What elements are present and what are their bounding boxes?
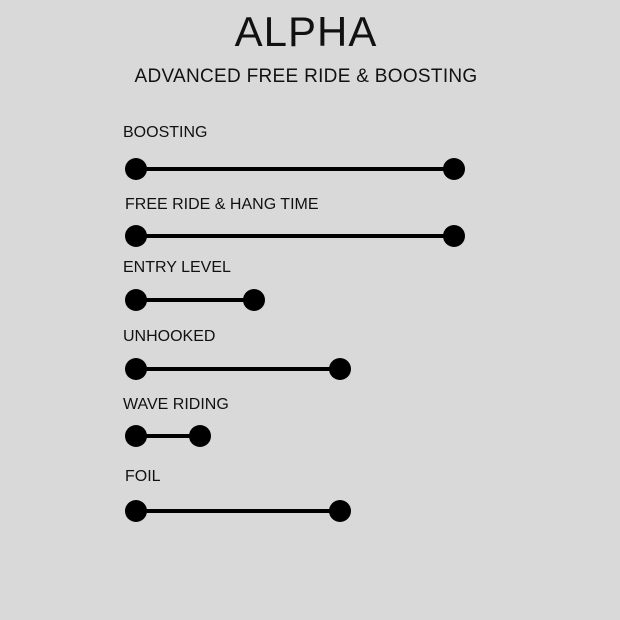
rating-bar-line xyxy=(136,234,454,238)
rating-bar xyxy=(125,157,465,181)
rating-row-wave-riding xyxy=(0,396,620,456)
rating-bar-line xyxy=(136,367,340,371)
rating-row-entry-level xyxy=(0,259,620,319)
rating-bar xyxy=(125,224,465,248)
rating-bar-start-knob xyxy=(125,225,147,247)
rating-bar-start-knob xyxy=(125,500,147,522)
rating-row-free-ride xyxy=(0,196,620,256)
rating-bar-end-knob xyxy=(329,358,351,380)
rating-label: WAVE RIDING xyxy=(123,396,229,413)
page-subtitle: ADVANCED FREE RIDE & BOOSTING xyxy=(134,66,478,87)
rating-bar xyxy=(125,288,465,312)
rating-label: UNHOOKED xyxy=(123,328,216,345)
rating-bar-line xyxy=(136,509,340,513)
rating-row-unhooked xyxy=(0,328,620,388)
page-title: ALPHA xyxy=(234,8,378,55)
rating-bar-line xyxy=(136,298,254,302)
rating-row-boosting xyxy=(0,124,620,184)
rating-bar-start-knob xyxy=(125,358,147,380)
rating-bar-line xyxy=(136,167,454,171)
rating-bar-end-knob xyxy=(443,158,465,180)
rating-label: ENTRY LEVEL xyxy=(123,259,231,276)
rating-bar-start-knob xyxy=(125,158,147,180)
rating-bar-end-knob xyxy=(189,425,211,447)
rating-bar-end-knob xyxy=(243,289,265,311)
rating-bar-start-knob xyxy=(125,425,147,447)
rating-bar-start-knob xyxy=(125,289,147,311)
rating-bar-end-knob xyxy=(329,500,351,522)
rating-bar xyxy=(125,357,465,381)
rating-row-foil xyxy=(0,468,620,528)
rating-label: FOIL xyxy=(125,468,161,485)
rating-label: FREE RIDE & HANG TIME xyxy=(125,196,319,213)
rating-label: BOOSTING xyxy=(123,124,208,141)
rating-bar-end-knob xyxy=(443,225,465,247)
rating-bar xyxy=(125,499,465,523)
rating-bar xyxy=(125,424,465,448)
